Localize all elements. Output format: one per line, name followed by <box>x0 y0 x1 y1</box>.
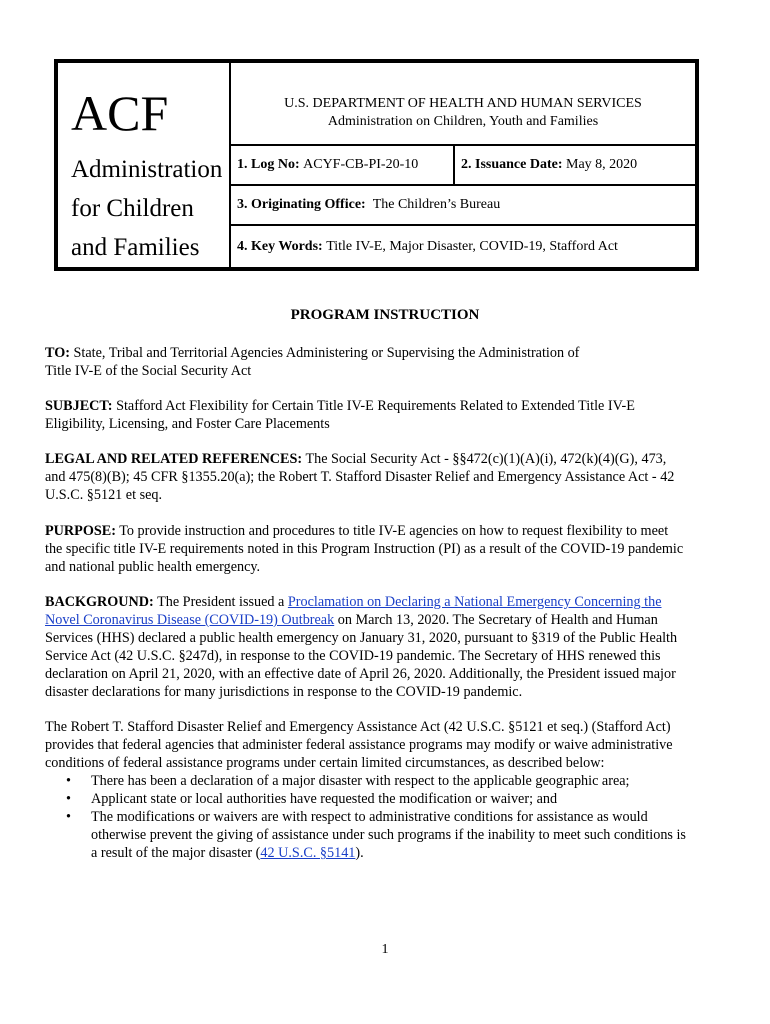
header-details <box>231 63 695 267</box>
purpose-text-line3: and national public health emergency. <box>45 559 261 575</box>
bullet-icon: • <box>66 809 71 825</box>
to-label: TO: <box>45 345 70 361</box>
legal-text-line1: The Social Security Act - §§472(c)(1)(A)(i), 472(k)(4)(G), 473, <box>305 451 667 467</box>
department-name: U.S. DEPARTMENT OF HEALTH AND HUMAN SERVICES <box>284 96 642 111</box>
acf-name-line2: for Children <box>71 195 194 222</box>
issuance-date-value: May 8, 2020 <box>566 157 638 172</box>
issuance-date-label: 2. Issuance Date: <box>461 157 563 172</box>
background-text-line6: disaster declarations for many jurisdictions in response to the COVID-19 pandemic. <box>45 684 523 700</box>
bullet-text-line2: otherwise prevent the giving of assistance under such programs if the inability to meet such conditions is <box>91 827 686 843</box>
key-words-cell <box>231 226 618 267</box>
proclamation-link-part1[interactable]: Proclamation on Declaring a National Emergency Concerning the <box>287 594 662 610</box>
stafford-conditions-list <box>45 772 735 862</box>
key-words-value: Title IV-E, Major Disaster, COVID-19, Stafford Act <box>326 238 618 254</box>
issuance-date-cell <box>455 146 695 184</box>
subject-text-line2: Eligibility, Licensing, and Foster Care Placements <box>45 416 330 432</box>
purpose-text-line1: To provide instruction and procedures to title IV-E agencies on how to request flexibility to meet <box>119 523 669 539</box>
subject-text-line1: Stafford Act Flexibility for Certain Title IV-E Requirements Related to Extended Title IV-E <box>116 398 635 414</box>
acf-name-line1: Administration <box>71 156 223 183</box>
to-section <box>45 344 735 380</box>
purpose-text-line2: the specific title IV-E requirements noted in this Program Instruction (PI) as a result of the COVID-19 pandemic <box>45 541 684 557</box>
key-words-label: 4. Key Words: <box>237 238 323 254</box>
background-text-line1: The President issued a <box>157 594 285 610</box>
subject-section <box>45 397 735 433</box>
background-section <box>45 593 735 701</box>
stafford-text-line2: provides that federal agencies that administer federal assistance programs may modify or waive administrative <box>45 737 673 753</box>
header-row-keywords <box>231 226 695 267</box>
acf-logo-text: ACF <box>71 85 169 141</box>
page-number: 1 <box>381 942 389 957</box>
legal-text-line3: U.S.C. §5121 et seq. <box>45 487 163 503</box>
bullet-text-line3-end: ). <box>355 845 364 861</box>
acf-name-line3: and Families <box>71 234 200 261</box>
purpose-label: PURPOSE: <box>45 523 116 539</box>
bullet-text: Applicant state or local authorities have requested the modification or waiver; and <box>91 791 558 807</box>
stafford-section <box>45 718 735 862</box>
originating-office-cell <box>231 186 500 224</box>
bullet-text-line3: a result of the major disaster ( <box>91 845 261 861</box>
stafford-text-line3: conditions of federal assistance programs under certain limited circumstances, as described below: <box>45 755 605 771</box>
subject-label: SUBJECT: <box>45 398 113 414</box>
bullet-text-line1: The modifications or waivers are with respect to administrative conditions for assistance as would <box>91 809 648 825</box>
header-row-office <box>231 186 695 226</box>
background-text-line4: Service Act (42 U.S.C. §247d), in response to the COVID-19 pandemic. The Secretary of HHS renewed this <box>45 648 661 664</box>
header-table <box>54 59 699 271</box>
legal-section <box>45 450 735 504</box>
to-text-line1: State, Tribal and Territorial Agencies Administering or Supervising the Administration of <box>73 345 580 361</box>
acf-logo-cell <box>58 63 231 267</box>
usc-5141-link[interactable]: 42 U.S.C. §5141 <box>260 845 356 861</box>
legal-text-line2: and 475(8)(B); 45 CFR §1355.20(a); the Robert T. Stafford Disaster Relief and Emergency Assistance Act - 42 <box>45 469 675 485</box>
bullet-icon: • <box>66 773 71 789</box>
document-title: PROGRAM INSTRUCTION <box>290 307 480 323</box>
bullet-icon: • <box>66 791 71 807</box>
list-item <box>45 808 735 862</box>
background-text-line5: declaration on April 21, 2020, with an effective date of April 26, 2020. Additionally, the President issued major <box>45 666 676 682</box>
originating-office-label: 3. Originating Office: <box>237 197 366 212</box>
background-text-line3: Services (HHS) declared a public health emergency on January 31, 2020, pursuant to §319 of the Public Health <box>45 630 678 646</box>
legal-label: LEGAL AND RELATED REFERENCES: <box>45 451 303 467</box>
department-cell <box>231 63 695 146</box>
background-label: BACKGROUND: <box>45 594 154 610</box>
proclamation-link-part2[interactable]: Novel Coronavirus Disease (COVID-19) Outbreak <box>45 612 335 628</box>
purpose-section <box>45 522 735 576</box>
log-number-label: 1. Log No: <box>237 157 300 172</box>
list-item <box>45 772 735 790</box>
list-item <box>45 790 735 808</box>
log-number-cell <box>231 146 455 184</box>
stafford-text-line1: The Robert T. Stafford Disaster Relief and Emergency Assistance Act (42 U.S.C. §5121 et seq.) (Stafford Act) <box>45 719 671 735</box>
bullet-text: There has been a declaration of a major disaster with respect to the applicable geographic area; <box>91 773 630 789</box>
originating-office-value: The Children’s Bureau <box>372 197 501 212</box>
to-text-line2: Title IV-E of the Social Security Act <box>45 363 252 379</box>
background-text-line2: on March 13, 2020. The Secretary of Health and Human <box>337 612 658 628</box>
log-number-value: ACYF-CB-PI-20-10 <box>303 157 419 172</box>
administration-name: Administration on Children, Youth and Families <box>327 114 599 129</box>
header-row-log <box>231 146 695 186</box>
